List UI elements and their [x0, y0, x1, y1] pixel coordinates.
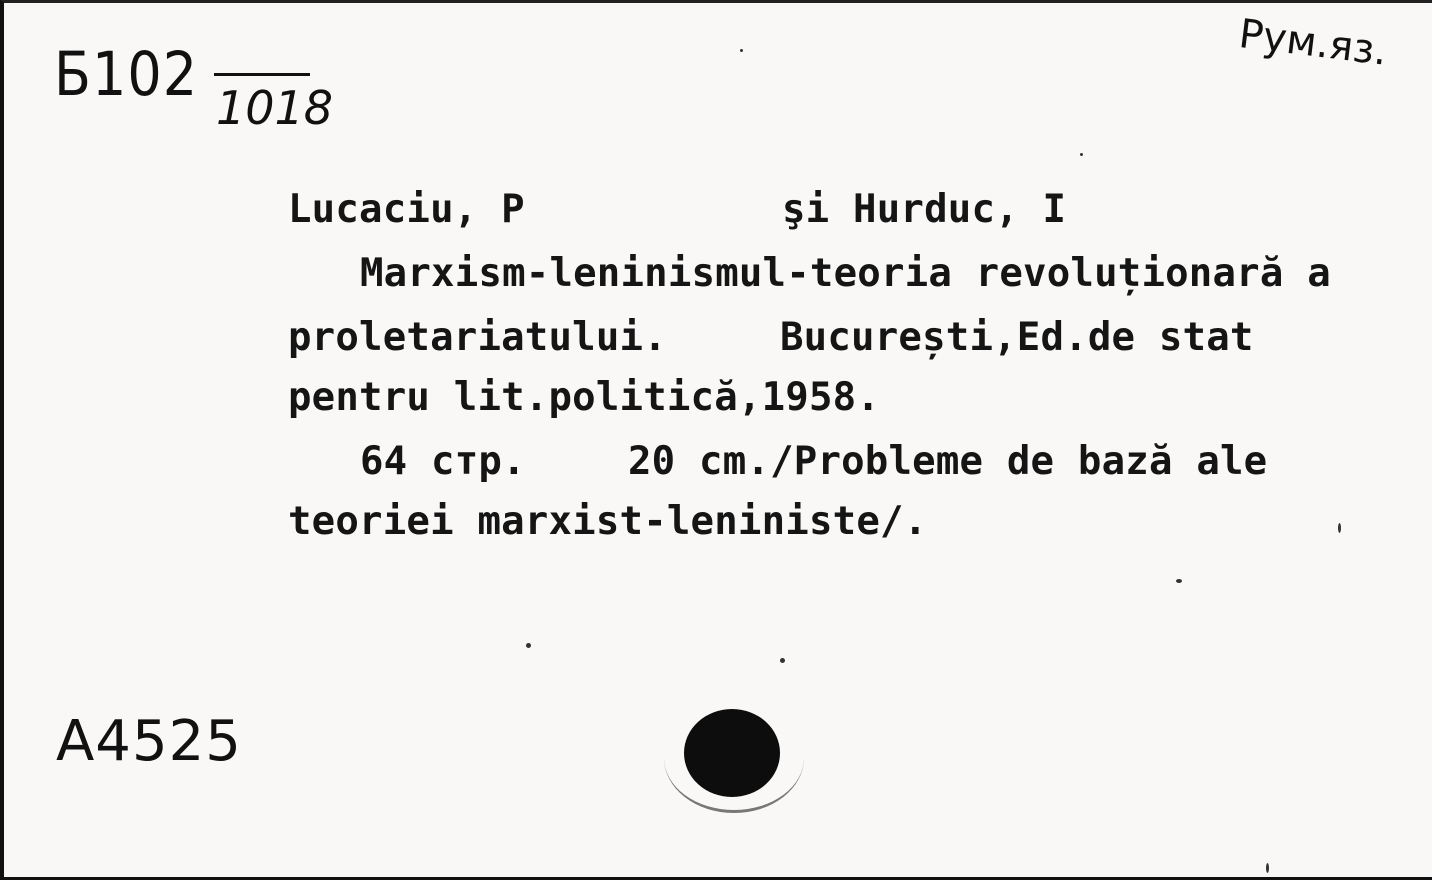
series-continuation-line: teoriei marxist-leniniste/.	[288, 499, 928, 544]
publisher-line: București,Ed.de stat	[780, 315, 1254, 360]
title-continuation-line: proletariatului.	[288, 315, 667, 360]
inventory-number: А4525	[56, 709, 242, 774]
shelf-number: 1018	[216, 81, 334, 135]
series-line: 20 cm./Probleme de bază ale	[628, 439, 1268, 484]
language-mark: Рум.яз.	[1236, 11, 1390, 75]
speck	[1266, 863, 1269, 873]
speck	[780, 658, 785, 663]
speck	[526, 643, 531, 648]
coauthor-line: şi Hurduc, I	[782, 187, 1067, 232]
publisher-year-line: pentru lit.politică,1958.	[288, 375, 880, 420]
speck	[740, 49, 743, 52]
punch-hole	[684, 709, 780, 797]
shelf-fraction-line	[214, 73, 310, 76]
title-line: Marxism-leninismul-teoria revoluționară a	[360, 251, 1331, 296]
pages-line: 64 стр.	[360, 439, 526, 484]
speck	[1176, 579, 1182, 583]
author-line: Lucaciu, P	[288, 187, 525, 232]
speck	[1338, 523, 1341, 533]
speck	[1080, 153, 1083, 156]
shelf-code: Б102	[54, 39, 199, 110]
